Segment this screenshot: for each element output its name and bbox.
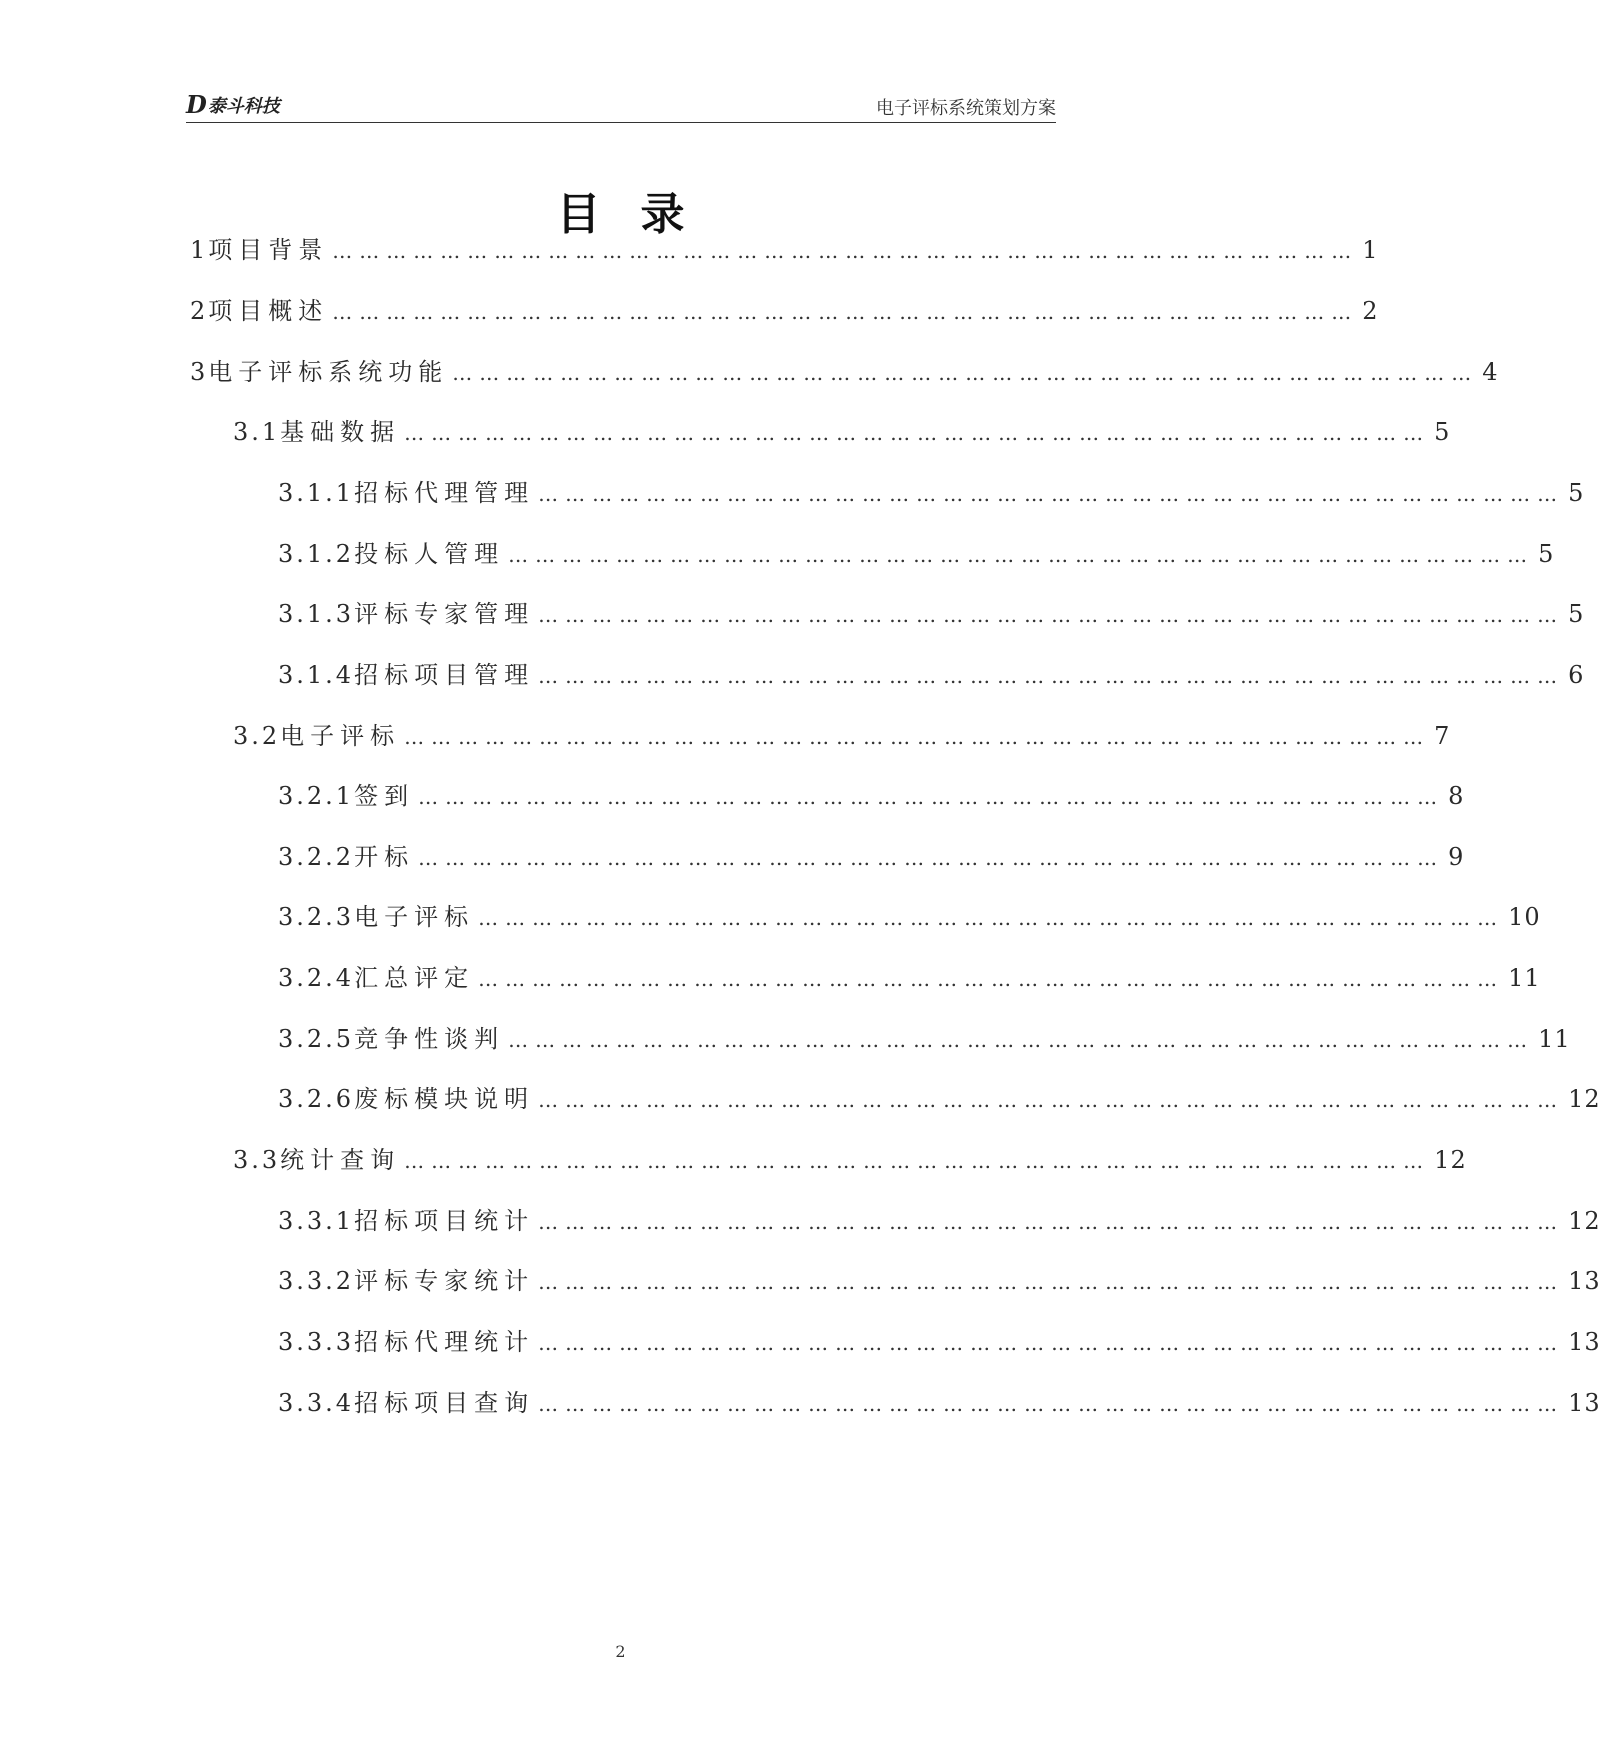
toc-leader-dots: …………………………………………………………………………………………………… — [404, 421, 1431, 445]
toc-entry-label: 竞争性谈判 — [354, 1025, 505, 1053]
toc-entry-number: 2 — [190, 297, 209, 325]
toc-entry-page: 5 — [1538, 540, 1555, 568]
toc-leader-dots: …………………………………………………………………………………………………… — [538, 482, 1565, 506]
document-title: 电子评标系统策划方案 — [876, 98, 1056, 119]
toc-entry[interactable] — [278, 534, 1555, 570]
toc-leader-dots: …………………………………………………………………………………………………… — [538, 603, 1565, 627]
toc-entry-number: 3.1 — [233, 418, 281, 446]
toc-entry-page: 12 — [1568, 1085, 1601, 1113]
toc-entry-number: 3.2.3 — [278, 903, 355, 931]
toc-entry-page: 10 — [1508, 903, 1541, 931]
toc-entry-number: 3.2.4 — [278, 964, 355, 992]
toc-leader-dots: …………………………………………………………………………………………………… — [538, 664, 1565, 688]
toc-entry-number: 3.2.2 — [278, 843, 355, 871]
toc-leader-dots: …………………………………………………………………………………………………… — [538, 1331, 1565, 1355]
toc-leader-dots: …………………………………………………………………………………………………… — [478, 967, 1505, 991]
toc-leader-dots: …………………………………………………………………………………………………… — [418, 785, 1445, 809]
toc-entry-label: 评标专家统计 — [354, 1267, 535, 1295]
toc-entry-page: 12 — [1568, 1207, 1601, 1235]
toc-entry-label: 基础数据 — [280, 418, 401, 446]
toc-entry-number: 3.1.2 — [278, 540, 355, 568]
toc-entry-label: 招标代理统计 — [354, 1328, 535, 1356]
toc-entry-number: 3.1.4 — [278, 661, 355, 689]
toc-entry[interactable] — [278, 594, 1585, 630]
toc-entry-page: 7 — [1434, 722, 1451, 750]
toc-entry[interactable] — [233, 716, 1451, 752]
toc-leader-dots: …………………………………………………………………………………………………… — [538, 1392, 1565, 1416]
toc-leader-dots: …………………………………………………………………………………………………… — [332, 239, 1359, 263]
page-number: 2 — [615, 1642, 626, 1661]
logo-mark: D — [186, 90, 206, 119]
toc-entry-number: 3.1.3 — [278, 600, 355, 628]
toc-leader-dots: …………………………………………………………………………………………………… — [332, 300, 1359, 324]
toc-entry-label: 招标项目管理 — [354, 661, 535, 689]
toc-entry[interactable] — [278, 1019, 1571, 1055]
toc-entry-page: 5 — [1434, 418, 1451, 446]
toc-entry-page: 13 — [1568, 1267, 1601, 1295]
logo-text: 泰斗科技 — [207, 95, 280, 117]
toc-leader-dots: …………………………………………………………………………………………………… — [538, 1210, 1565, 1234]
toc-entry-number: 3.3 — [233, 1146, 281, 1174]
toc-entry-label: 统计查询 — [280, 1146, 401, 1174]
toc-heading: 目录 — [556, 189, 725, 240]
toc-entry[interactable] — [278, 776, 1465, 812]
toc-entry-label: 电子评标 — [280, 722, 401, 750]
toc-entry-page: 8 — [1448, 782, 1465, 810]
toc-entry-page: 5 — [1568, 479, 1585, 507]
toc-leader-dots: …………………………………………………………………………………………………… — [538, 1270, 1565, 1294]
toc-entry-page: 4 — [1482, 358, 1499, 386]
toc-entry-number: 3.3.4 — [278, 1389, 355, 1417]
toc-entry[interactable] — [233, 412, 1451, 448]
toc-entry-number: 3.2.5 — [278, 1025, 355, 1053]
toc-entry[interactable] — [278, 1261, 1601, 1297]
toc-leader-dots: …………………………………………………………………………………………………… — [508, 543, 1535, 567]
toc-leader-dots: …………………………………………………………………………………………………… — [508, 1028, 1535, 1052]
toc-entry[interactable] — [278, 1322, 1601, 1358]
toc-entry-label: 废标模块说明 — [354, 1085, 535, 1113]
toc-entry-label: 评标专家管理 — [354, 600, 535, 628]
toc-entry[interactable] — [278, 1079, 1601, 1115]
toc-entry-label: 电子评标系统功能 — [208, 358, 449, 386]
toc-leader-dots: …………………………………………………………………………………………………… — [478, 906, 1505, 930]
toc-entry-label: 汇总评定 — [354, 964, 475, 992]
toc-entry-number: 3.3.1 — [278, 1207, 355, 1235]
toc-entry[interactable] — [278, 473, 1585, 509]
toc-entry-page: 1 — [1362, 236, 1379, 264]
toc-entry-page: 12 — [1434, 1146, 1467, 1174]
company-logo — [186, 90, 280, 119]
toc-entry-page: 5 — [1568, 600, 1585, 628]
toc-entry-page: 13 — [1568, 1328, 1601, 1356]
toc-entry-label: 投标人管理 — [354, 540, 505, 568]
toc-entry[interactable] — [278, 1201, 1601, 1237]
toc-entry-number: 3.1.1 — [278, 479, 355, 507]
toc-entry-label: 开标 — [354, 843, 415, 871]
toc-entry-page: 2 — [1362, 297, 1379, 325]
toc-entry-label: 项目概述 — [208, 297, 329, 325]
toc-entry-label: 招标项目统计 — [354, 1207, 535, 1235]
toc-entry-number: 3.2.6 — [278, 1085, 355, 1113]
toc-entry[interactable] — [190, 291, 1379, 327]
toc-entry-number: 3.2.1 — [278, 782, 355, 810]
toc-leader-dots: …………………………………………………………………………………………………… — [404, 1149, 1431, 1173]
toc-entry-label: 招标项目查询 — [354, 1389, 535, 1417]
toc-entry-number: 3.3.3 — [278, 1328, 355, 1356]
toc-entry-page: 13 — [1568, 1389, 1601, 1417]
toc-leader-dots: …………………………………………………………………………………………………… — [452, 361, 1479, 385]
toc-entry-page: 11 — [1538, 1025, 1571, 1053]
toc-entry-number: 3.3.2 — [278, 1267, 355, 1295]
toc-entry-label: 签到 — [354, 782, 415, 810]
toc-entry[interactable] — [190, 352, 1499, 388]
toc-entry-page: 11 — [1508, 964, 1541, 992]
toc-leader-dots: …………………………………………………………………………………………………… — [538, 1088, 1565, 1112]
toc-entry[interactable] — [278, 655, 1585, 691]
toc-entry[interactable] — [278, 958, 1541, 994]
page-header — [186, 86, 1056, 123]
toc-entry-number: 3 — [190, 358, 209, 386]
toc-entry-label: 项目背景 — [208, 236, 329, 264]
toc-entry-number: 3.2 — [233, 722, 281, 750]
toc-entry-number: 1 — [190, 236, 209, 264]
toc-entry-label: 招标代理管理 — [354, 479, 535, 507]
toc-entry[interactable] — [233, 1140, 1467, 1176]
toc-entry[interactable] — [278, 897, 1541, 933]
toc-leader-dots: …………………………………………………………………………………………………… — [404, 725, 1431, 749]
toc-entry-page: 9 — [1448, 843, 1465, 871]
toc-entry[interactable] — [278, 837, 1465, 873]
toc-entry-page: 6 — [1568, 661, 1585, 689]
toc-entry[interactable] — [190, 230, 1379, 266]
toc-entry[interactable] — [278, 1383, 1601, 1419]
toc-leader-dots: …………………………………………………………………………………………………… — [418, 846, 1445, 870]
toc-entry-label: 电子评标 — [354, 903, 475, 931]
